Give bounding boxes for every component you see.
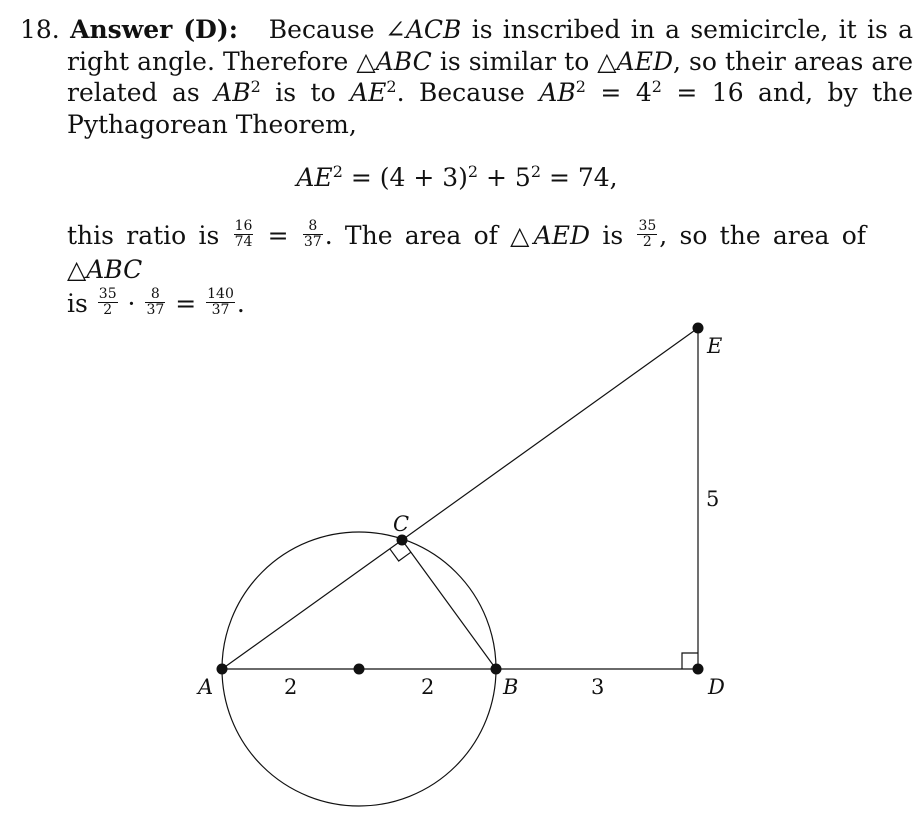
period: .: [236, 289, 245, 318]
exponent: 2: [575, 77, 586, 97]
point-e: [693, 323, 704, 334]
sentence-part: Because ∠: [268, 15, 406, 44]
segment-ab: AB: [214, 78, 251, 107]
equals: =: [585, 78, 636, 107]
point-b: [491, 664, 502, 675]
triangle-aed: AED: [533, 221, 591, 250]
numerator: 140: [207, 286, 234, 302]
sentence-part: is inscribed in a semicircle, it is a right angle. Therefore △: [67, 15, 913, 76]
label-length-ao: 2: [284, 675, 298, 699]
point-d: [693, 664, 704, 675]
equals: =: [167, 289, 205, 318]
multiply-dot: ·: [119, 289, 144, 318]
segment-ab: AB: [539, 78, 576, 107]
denominator: 2: [103, 302, 113, 318]
denominator: 37: [146, 302, 165, 318]
label-b: B: [503, 675, 519, 699]
right-angle-c-icon: [390, 549, 411, 561]
denominator: 37: [303, 234, 322, 250]
sentence-part: this ratio is: [67, 221, 232, 250]
exponent: 2: [651, 77, 662, 97]
sentence-part: = 16 and, by the Pythagorean Theorem,: [67, 78, 914, 139]
point-a: [217, 664, 228, 675]
exponent: 2: [467, 162, 479, 182]
segment-ae: AE: [350, 78, 387, 107]
label-length-bd: 3: [591, 675, 605, 699]
sentence-part: , so their areas are related as: [67, 46, 913, 107]
line-ae: [222, 328, 698, 669]
line-cb: [402, 540, 496, 669]
problem-number: 18.: [20, 15, 60, 44]
label-length-de: 5: [706, 487, 720, 511]
sentence-part: , so the area of △: [67, 221, 867, 284]
point-c: [397, 535, 408, 546]
numerator: 16: [234, 218, 253, 234]
label-e: E: [707, 334, 723, 358]
sentence-part: is similar to △: [431, 46, 617, 76]
triangle-abc: ABC: [375, 46, 432, 76]
answer-label: Answer (D):: [70, 15, 238, 44]
sentence-part: . Because: [396, 78, 540, 107]
label-a: A: [198, 675, 214, 699]
exponent: 2: [530, 162, 541, 182]
numerator: 8: [145, 287, 165, 303]
equation-result: = 74,: [541, 163, 618, 192]
denominator: 74: [234, 234, 253, 250]
label-length-ob: 2: [421, 675, 435, 699]
sentence-part: is to: [260, 78, 351, 107]
exponent: 2: [386, 77, 397, 97]
numerator: 35: [98, 286, 117, 302]
triangle-aed: AED: [616, 46, 673, 76]
number-four: 4: [635, 78, 652, 107]
denominator: 37: [211, 302, 230, 318]
label-c: C: [393, 512, 410, 536]
equation-part: = (4 + 3): [342, 163, 468, 192]
triangle-abc: ABC: [86, 255, 143, 284]
numerator: 35: [638, 218, 657, 234]
sentence-part: is: [590, 221, 636, 250]
point-center: [354, 664, 365, 675]
label-d: D: [708, 675, 725, 699]
exponent: 2: [332, 162, 343, 182]
sentence-part: is: [67, 289, 96, 318]
numerator: 8: [303, 219, 323, 235]
segment-ae: AE: [296, 163, 333, 192]
angle-acb: ACB: [405, 15, 462, 44]
denominator: 2: [642, 234, 652, 250]
sentence-part: . The area of △: [324, 221, 534, 250]
exponent: 2: [250, 77, 261, 97]
equals: =: [255, 221, 301, 250]
equation-part: + 5: [478, 163, 531, 192]
